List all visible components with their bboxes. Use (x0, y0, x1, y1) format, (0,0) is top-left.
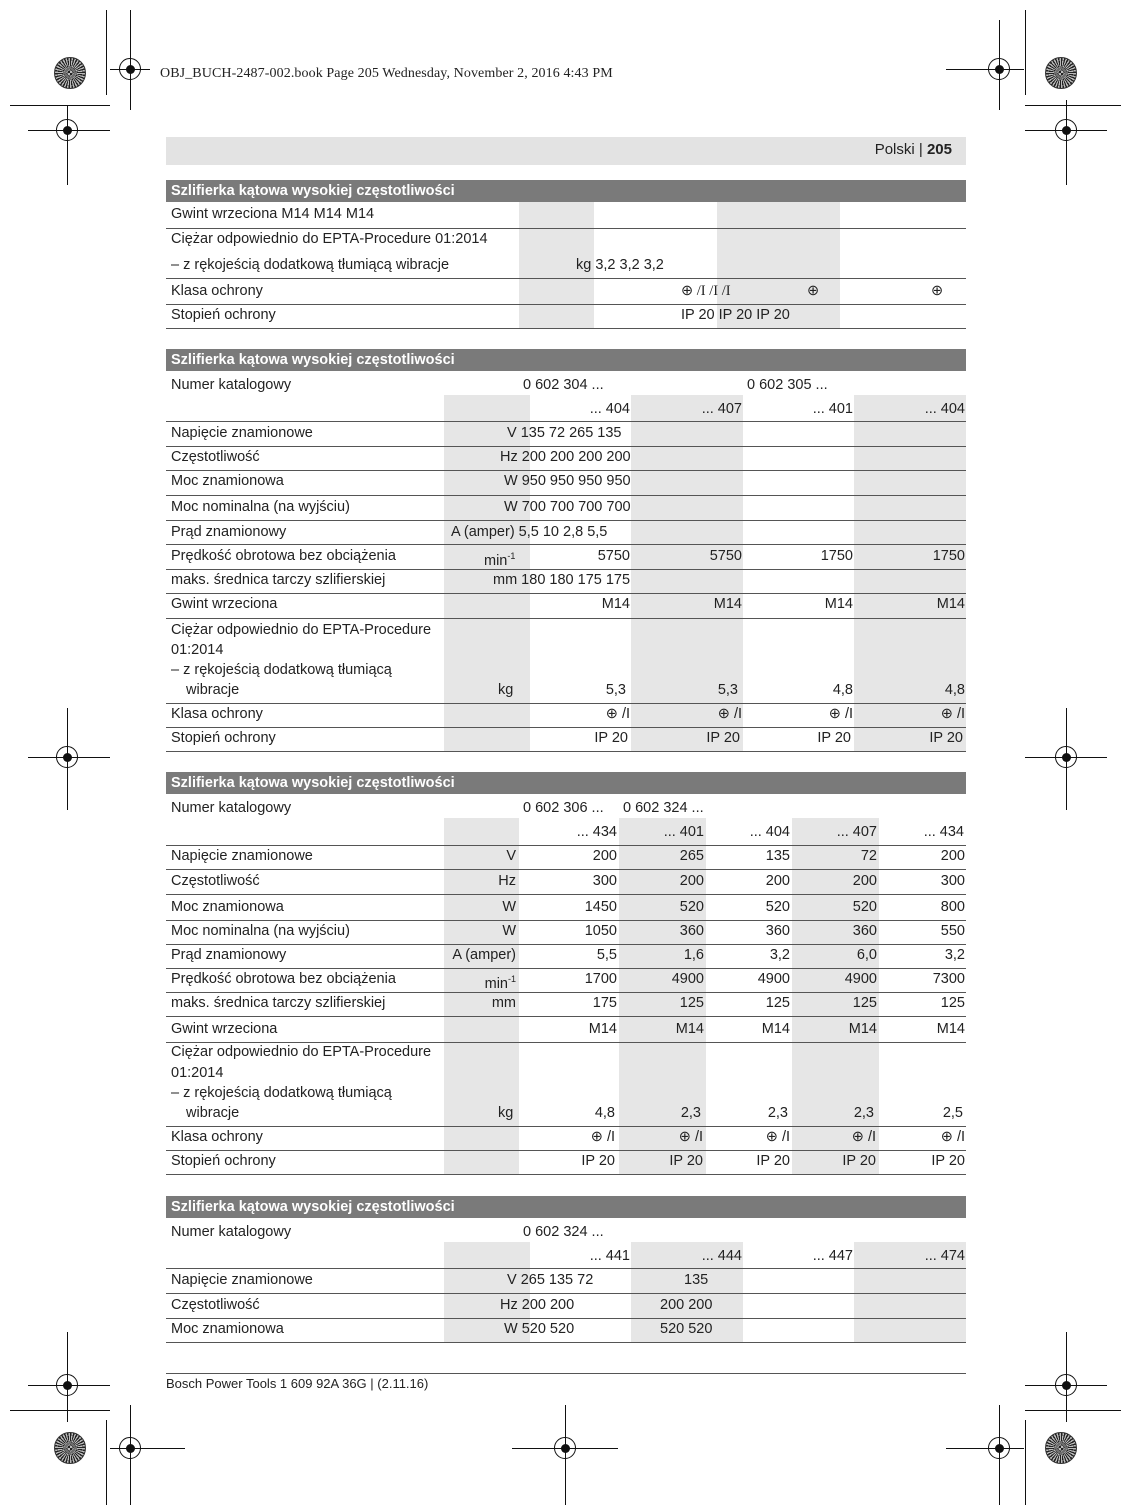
variant: ... 404 (589, 401, 630, 417)
row-value: W 700 700 700 700 (504, 499, 631, 515)
unit: kg (498, 1105, 514, 1121)
catalog-label: Numer katalogowy (171, 377, 292, 393)
cell: ⊕ /I (605, 706, 630, 722)
cell: M14 (675, 1021, 704, 1037)
cell: IP 20 (817, 730, 851, 746)
color-fan-icon (1045, 1432, 1077, 1464)
cell: M14 (824, 596, 853, 612)
variant: ... 407 (836, 824, 877, 840)
row-label: 01:2014 (171, 642, 224, 658)
class-ii-icon: ⊕ (605, 706, 622, 722)
cell: 5,3 (605, 682, 626, 698)
color-fan-icon (54, 1432, 86, 1464)
cell: 3,2 (769, 947, 790, 963)
row-label: Moc znamionowa (171, 1321, 284, 1337)
cell: ⊕ /I (828, 706, 853, 722)
row-value: 520 520 (660, 1321, 713, 1337)
cell: ⊕ /I (851, 1129, 876, 1145)
cell: 200 (765, 873, 790, 889)
row-label: Gwint wrzeciona (171, 1021, 278, 1037)
cell: 520 (852, 899, 877, 915)
row-label: Moc znamionowa (171, 899, 284, 915)
cell: ⊕ /I (717, 706, 742, 722)
cell: 1050 (584, 923, 617, 939)
row-label: Moc nominalna (na wyjściu) (171, 499, 350, 515)
page-footer: Bosch Power Tools 1 609 92A 36G | (2.11.16) (166, 1376, 429, 1391)
cell: IP 20 (706, 730, 740, 746)
cell: IP 20 (929, 730, 963, 746)
cell: M14 (936, 596, 965, 612)
row-label: 01:2014 (171, 1065, 224, 1081)
cell: 5,3 (717, 682, 738, 698)
cell: 800 (940, 899, 965, 915)
variant: ... 444 (701, 1248, 742, 1264)
cell: 3,2 (944, 947, 965, 963)
cell: ⊕ /I (940, 706, 965, 722)
row-label: Prędkość obrotowa bez obciążenia (171, 548, 396, 564)
row-label: Klasa ochrony (171, 706, 263, 722)
class-ii-icon: ⊕ (851, 1129, 868, 1145)
color-fan-icon (1045, 57, 1077, 89)
table-title: Szlifierka kątowa wysokiej częstotliwości (166, 349, 966, 371)
row-label: Napięcie znamionowe (171, 848, 313, 864)
spec-table-3 (166, 772, 966, 1177)
row-label: Napięcie znamionowe (171, 425, 313, 441)
cell: 125 (940, 995, 965, 1011)
language-label: Polski (874, 141, 915, 158)
table-title: Szlifierka kątowa wysokiej częstotliwości (166, 180, 966, 202)
cell: 125 (852, 995, 877, 1011)
row-label: Klasa ochrony (171, 1129, 263, 1145)
class-ii-icon: ⊕ (828, 706, 845, 722)
row-label: wibracje (186, 682, 240, 698)
cell: IP 20 (931, 1153, 965, 1169)
catalog-number: 0 602 304 ... (523, 377, 604, 393)
cell: 2,5 (942, 1105, 963, 1121)
cell: 5,5 (596, 947, 617, 963)
row-value: mm 180 180 175 175 (493, 572, 631, 588)
cell: 2,3 (680, 1105, 701, 1121)
variant: ... 401 (812, 401, 853, 417)
cell: M14 (588, 1021, 617, 1037)
cell: 125 (765, 995, 790, 1011)
row-value: V 265 135 72 (507, 1272, 594, 1288)
cell: 4,8 (832, 682, 853, 698)
class-ii-icon: ⊕ (765, 1129, 782, 1145)
cell: 1750 (932, 548, 965, 564)
cell: 300 (940, 873, 965, 889)
separator: | (918, 141, 923, 158)
variant: ... 401 (663, 824, 704, 840)
cell: 200 (852, 873, 877, 889)
catalog-number: 0 602 305 ... (747, 377, 828, 393)
spec-table-2 (166, 349, 966, 753)
row-label: Gwint wrzeciona (171, 596, 278, 612)
row-value: 135 (684, 1272, 709, 1288)
class-ii-icon: ⊕ (940, 706, 957, 722)
class-ii-icon: ⊕ (681, 283, 697, 299)
cell: 4900 (671, 971, 704, 987)
cell: M14 (601, 596, 630, 612)
unit: W (502, 899, 516, 915)
cell: 1750 (820, 548, 853, 564)
catalog-label: Numer katalogowy (171, 800, 292, 816)
row-value: V 135 72 265 135 (507, 425, 622, 441)
cell: IP 20 (594, 730, 628, 746)
row-label: – z rękojeścią dodatkową tłumiącą wibracje (171, 257, 450, 273)
cell: M14 (936, 1021, 965, 1037)
row-label: Ciężar odpowiednio do EPTA-Procedure (171, 1044, 432, 1060)
variant: ... 447 (812, 1248, 853, 1264)
catalog-label: Numer katalogowy (171, 1224, 292, 1240)
catalog-number: 0 602 324 ... (623, 800, 704, 816)
cell: ⊕ /I (940, 1129, 965, 1145)
cell: 4,8 (944, 682, 965, 698)
cell: ⊕ /I (590, 1129, 615, 1145)
row-value: W 520 520 (504, 1321, 575, 1337)
cell: 265 (679, 848, 704, 864)
row-label: Stopień ochrony (171, 730, 276, 746)
row-label: Moc znamionowa (171, 473, 284, 489)
variant: ... 404 (924, 401, 965, 417)
cell: 360 (852, 923, 877, 939)
unit: V (506, 848, 516, 864)
cell: 4,8 (594, 1105, 615, 1121)
unit: W (502, 923, 516, 939)
table-title: Szlifierka kątowa wysokiej częstotliwości (166, 1196, 966, 1218)
unit: A (amper) (452, 947, 516, 963)
class-ii-icon: ⊕ (717, 706, 734, 722)
row-label: Gwint wrzeciona M14 M14 M14 (171, 206, 375, 222)
row-value: W 950 950 950 950 (504, 473, 631, 489)
row-label: Prędkość obrotowa bez obciążenia (171, 971, 396, 987)
cell: 135 (765, 848, 790, 864)
cell: M14 (848, 1021, 877, 1037)
row-label: Częstotliwość (171, 449, 260, 465)
row-value: kg 3,2 3,2 3,2 (576, 257, 664, 273)
cell: 360 (765, 923, 790, 939)
row-label: Ciężar odpowiednio do EPTA-Procedure (171, 622, 432, 638)
cell: M14 (761, 1021, 790, 1037)
cell: 72 (860, 848, 877, 864)
color-fan-icon (54, 57, 86, 89)
protection-class-value: ⊕ /I /I /I (681, 283, 731, 299)
cell: 1700 (584, 971, 617, 987)
cell: 550 (940, 923, 965, 939)
variant: ... 474 (924, 1248, 965, 1264)
row-value: Hz 200 200 (500, 1297, 575, 1313)
row-label: Częstotliwość (171, 873, 260, 889)
row-label: maks. średnica tarczy szlifierskiej (171, 572, 386, 588)
spec-table-4 (166, 1196, 966, 1344)
row-label: Napięcie znamionowe (171, 1272, 313, 1288)
page-label (875, 141, 952, 158)
table-title: Szlifierka kątowa wysokiej częstotliwości (166, 772, 966, 794)
cell: 6,0 (856, 947, 877, 963)
cell: 200 (940, 848, 965, 864)
class-ii-icon: ⊕ (940, 1129, 957, 1145)
cell: 7300 (932, 971, 965, 987)
cell: IP 20 (581, 1153, 615, 1169)
variant: ... 441 (589, 1248, 630, 1264)
row-label: Stopień ochrony (171, 1153, 276, 1169)
page-header-bar (166, 137, 966, 165)
row-label: maks. średnica tarczy szlifierskiej (171, 995, 386, 1011)
running-head: OBJ_BUCH-2487-002.book Page 205 Wednesday, November 2, 2016 4:43 PM (160, 66, 613, 81)
row-value: Hz 200 200 200 200 (500, 449, 631, 465)
row-value: 200 200 (660, 1297, 713, 1313)
catalog-number: 0 602 324 ... (523, 1224, 604, 1240)
row-label: Moc nominalna (na wyjściu) (171, 923, 350, 939)
unit: Hz (498, 873, 516, 889)
cell: 520 (765, 899, 790, 915)
cell: IP 20 (842, 1153, 876, 1169)
row-value: IP 20 IP 20 IP 20 (681, 307, 790, 323)
spec-table-1 (166, 180, 966, 330)
class-ii-icon: ⊕ (807, 283, 820, 299)
unit: kg (498, 682, 514, 698)
cell: 200 (679, 873, 704, 889)
class-ii-icon: ⊕ (931, 283, 944, 299)
unit: $\min^{-1}$ (484, 551, 516, 569)
variant: ... 407 (701, 401, 742, 417)
cell: 2,3 (767, 1105, 788, 1121)
cell: ⊕ /I (765, 1129, 790, 1145)
page-number: 205 (926, 141, 952, 158)
cell: IP 20 (756, 1153, 790, 1169)
cell: 360 (679, 923, 704, 939)
row-label: Ciężar odpowiednio do EPTA-Procedure 01:2014 (171, 231, 488, 247)
row-label: Prąd znamionowy (171, 947, 287, 963)
variant: ... 404 (749, 824, 790, 840)
cell: IP 20 (669, 1153, 703, 1169)
cell: 2,3 (853, 1105, 874, 1121)
variant: ... 434 (576, 824, 617, 840)
row-label: Prąd znamionowy (171, 524, 287, 540)
class-ii-icon: ⊕ (678, 1129, 695, 1145)
cell: 175 (592, 995, 617, 1011)
catalog-number: 0 602 306 ... (523, 800, 604, 816)
cell: 4900 (844, 971, 877, 987)
row-label: – z rękojeścią dodatkową tłumiącą (171, 1085, 392, 1101)
cell: 5750 (709, 548, 742, 564)
cell: 1,6 (683, 947, 704, 963)
row-label: wibracje (186, 1105, 240, 1121)
variant: ... 434 (923, 824, 964, 840)
row-label: Klasa ochrony (171, 283, 263, 299)
unit: mm (491, 995, 516, 1011)
cell: 4900 (757, 971, 790, 987)
row-label: – z rękojeścią dodatkową tłumiącą (171, 662, 392, 678)
row-label: Częstotliwość (171, 1297, 260, 1313)
cell: 5750 (597, 548, 630, 564)
cell: 520 (679, 899, 704, 915)
class-ii-icon: ⊕ (590, 1129, 607, 1145)
cell: M14 (713, 596, 742, 612)
cell: 200 (592, 848, 617, 864)
cell: ⊕ /I (678, 1129, 703, 1145)
row-label: Stopień ochrony (171, 307, 276, 323)
row-value: A (amper) 5,5 10 2,8 5,5 (451, 524, 608, 540)
cell: 300 (592, 873, 617, 889)
cell: 125 (679, 995, 704, 1011)
unit: $\min^{-1}$ (484, 974, 516, 992)
cell: 1450 (584, 899, 617, 915)
